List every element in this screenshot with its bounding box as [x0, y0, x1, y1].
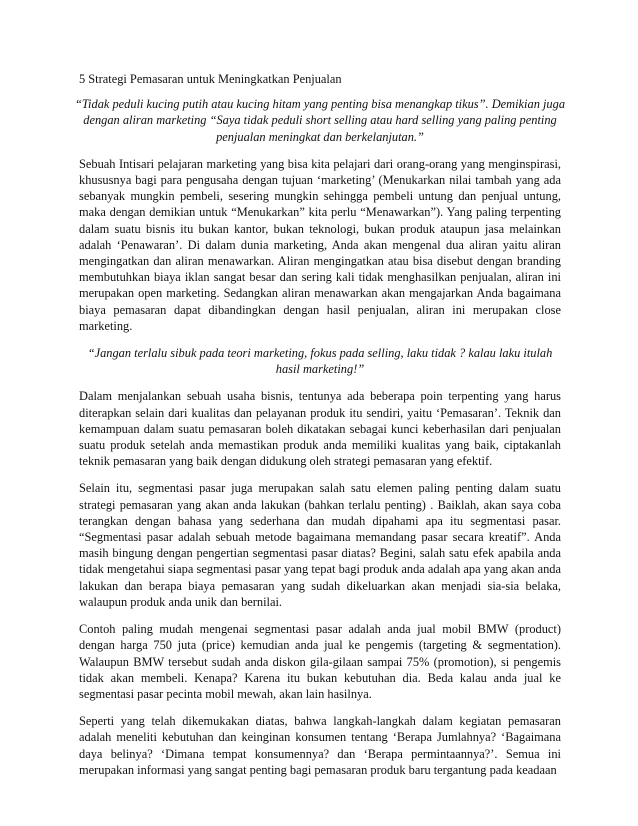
- paragraph-usaha-bisnis: Dalam menjalankan sebuah usaha bisnis, tentunya ada beberapa poin terpenting yang harus diterapkan selain dari kualitas dan pelayanan produk itu sendiri, yaitu ‘Pemasaran’. Teknik dan kemampuan dalam suatu pemasaran boleh dikatakan sebagai kunci keberhasilan dari penjualan suatu produk setelah anda memastikan produk anda memiliki kualitas yang baik, ciptakanlah teknik pemasaran yang baik dengan didukung oleh strategi pemasaran yang efektif.: [79, 389, 561, 469]
- document-page: [74, 71, 566, 789]
- quote-kucing: “Tidak peduli kucing putih atau kucing hitam yang penting bisa menangkap tikus”. Demikian juga dengan aliran marketing “Saya tidak peduli short selling atau hard selling yang paling penting penjualan meningkat dan berkelanjutan.”: [74, 97, 566, 144]
- document-title: 5 Strategi Pemasaran untuk Meningkatkan Penjualan: [79, 72, 342, 86]
- paragraph-contoh-bmw: Contoh paling mudah mengenai segmentasi pasar adalah anda jual mobil BMW (product) dengan harga 750 juta (price) kemudian anda jual ke pengemis (targeting & segmentation). Walaupun BMW tersebut sudah anda diskon gila-gilaan sampai 75% (promotion), si pengemis tidak akan membeli. Kenapa? Karena itu bukan kebutuhan dia. Beda kalau anda jual ke segmentasi pasar pecinta mobil mewah, akan lain hasilnya.: [79, 622, 561, 701]
- quote-selling: “Jangan terlalu sibuk pada teori marketing, fokus pada selling, laku tidak ? kalau laku itulah hasil marketing!”: [87, 346, 553, 377]
- paragraph-intisari: Sebuah Intisari pelajaran marketing yang bisa kita pelajari dari orang-orang yang menginspirasi, khususnya bagi para pengusaha dengan tujuan ‘marketing’ (Menukarkan nilai tambah yang ada sebanyak mungkin pembeli, sesering mungkin sehingga pembeli untung dan penjual untung, maka dengan demikian untuk “Menukarkan” kita perlu “Menawarkan”). Yang paling terpenting dalam suatu bisnis itu bukan kantor, bukan teknologi, bukan produk ataupun jasa melainkan adalah ‘Penawaran’. Di dalam dunia marketing, Anda akan mengenal dua aliran yaitu aliran mengingatkan dan aliran menawarkan. Aliran mengingatkan atau bisa disebut dengan branding membutuhkan biaya iklan sangat besar dan sering kali tidak menghasilkan penjualan, aliran ini merupakan open marketing. Sedangkan aliran menawarkan akan mengajarkan Anda bagaimana biaya pemasaran dapat dibandingkan dengan hasil penjualan, aliran ini merupakan close marketing.: [79, 156, 561, 333]
- paragraph-langkah-pemasaran: Seperti yang telah dikemukakan diatas, bahwa langkah-langkah dalam kegiatan pemasaran adalah meneliti kebutuhan dan keinginan konsumen tentang ‘Berapa Jumlahnya? ‘Bagaimana daya belinya? ‘Dimana tempat konsumennya? dan ‘Berapa permintaannya?’. Semua ini merupakan informasi yang sangat penting bagi pemasaran produk baru tergantung pada keadaan: [79, 714, 561, 777]
- paragraph-segmentasi: Selain itu, segmentasi pasar juga merupakan salah satu elemen paling penting dalam suatu strategi pemasaran yang akan anda lakukan (bahkan terlalu penting) . Baiklah, akan saya coba terangkan dengan bahasa yang sederhana dan mudah dipahami apa itu segmentasi pasar. “Segmentasi pasar adalah sebuah metode bagaimana memandang pasar secara kreatif”. Anda masih bingung dengan pengertian segmentasi pasar diatas? Begini, salah satu efek apabila anda tidak mengetahui siapa segmentasi pasar yang tepat bagi produk anda adalah apa yang akan anda lakukan dan berapa biaya pemasaran yang sudah dikeluarkan akan menjadi sia-sia belaka, walaupun produk anda unik dan bernilai.: [79, 481, 561, 609]
